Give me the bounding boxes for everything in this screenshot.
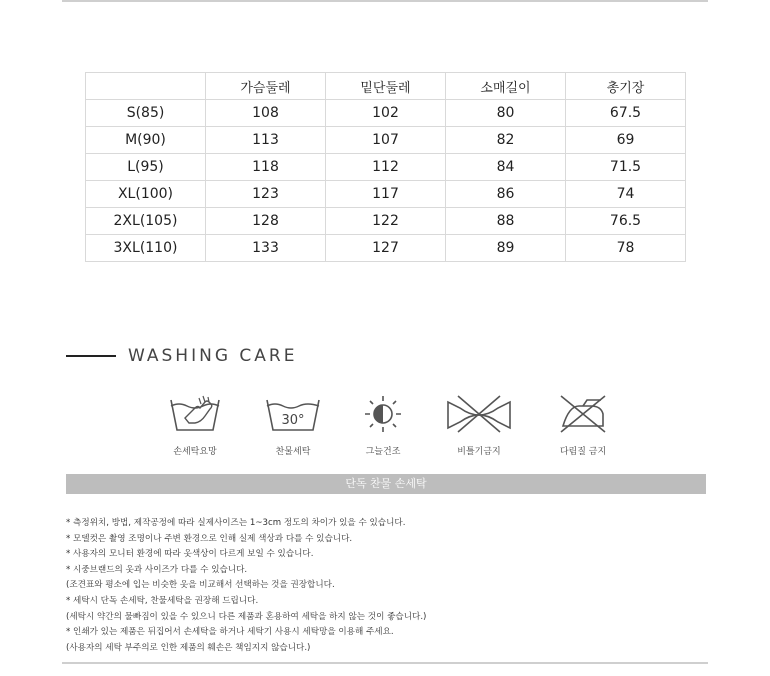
header-cell-hem: 밑단둘레 <box>326 73 446 100</box>
table-cell: 118 <box>206 154 326 181</box>
note-line: (조견표와 평소에 입는 비슷한 옷을 비교해서 선택하는 것을 권장합니다. <box>66 580 335 591</box>
no-iron-icon <box>553 392 613 436</box>
care-label: 비틀기금지 <box>457 447 501 457</box>
table-cell: S(85) <box>86 100 206 127</box>
header-cell-size <box>86 73 206 100</box>
table-row <box>86 100 686 127</box>
table-cell: M(90) <box>86 127 206 154</box>
table-cell: L(95) <box>86 154 206 181</box>
table-row <box>86 235 686 262</box>
table-cell: 3XL(110) <box>86 235 206 262</box>
care-item-hand-wash <box>150 392 240 457</box>
notes-list <box>66 516 706 656</box>
table-cell: 76.5 <box>566 208 686 235</box>
washing-care-title: WASHING CARE <box>128 346 298 366</box>
care-label: 손세탁요망 <box>173 447 217 457</box>
size-table <box>85 72 686 262</box>
table-cell: 102 <box>326 100 446 127</box>
bottom-divider <box>62 662 708 664</box>
washing-care-heading <box>66 344 297 368</box>
table-cell: 113 <box>206 127 326 154</box>
table-cell: 84 <box>446 154 566 181</box>
table-cell: 123 <box>206 181 326 208</box>
heading-rule <box>66 355 116 357</box>
table-cell: 128 <box>206 208 326 235</box>
care-item-no-iron <box>538 392 628 457</box>
table-cell: XL(100) <box>86 181 206 208</box>
table-row <box>86 181 686 208</box>
note-line: * 시중브랜드의 옷과 사이즈가 다를 수 있습니다. <box>66 564 248 575</box>
hand-wash-icon <box>165 392 225 436</box>
table-cell: 82 <box>446 127 566 154</box>
table-cell: 89 <box>446 235 566 262</box>
note-line: * 인쇄가 있는 제품은 뒤집어서 손세탁을 하거나 세탁기 사용시 세탁망을 이용해 주세요. <box>66 627 394 638</box>
table-cell: 74 <box>566 181 686 208</box>
care-item-cold-wash <box>248 392 338 457</box>
table-cell: 112 <box>326 154 446 181</box>
table-cell: 78 <box>566 235 686 262</box>
table-cell: 69 <box>566 127 686 154</box>
care-label: 다림질 금지 <box>559 447 607 457</box>
wash-30-icon <box>263 392 323 436</box>
care-item-shade-dry <box>338 392 428 457</box>
note-line: * 세탁시 단독 손세탁, 찬물세탁을 권장해 드립니다. <box>66 595 259 606</box>
care-label: 찬물세탁 <box>275 447 311 457</box>
header-cell-length: 총기장 <box>566 73 686 100</box>
header-cell-chest: 가슴둘레 <box>206 73 326 100</box>
table-cell: 80 <box>446 100 566 127</box>
table-cell: 107 <box>326 127 446 154</box>
top-divider <box>62 0 708 2</box>
table-cell: 117 <box>326 181 446 208</box>
table-cell: 88 <box>446 208 566 235</box>
table-cell: 86 <box>446 181 566 208</box>
table-cell: 122 <box>326 208 446 235</box>
table-cell: 127 <box>326 235 446 262</box>
shade-dry-icon <box>353 392 413 436</box>
care-icons <box>150 392 630 462</box>
note-line: * 사용자의 모니터 환경에 따라 옷색상이 다르게 보일 수 있습니다. <box>66 549 314 560</box>
table-cell: 71.5 <box>566 154 686 181</box>
wash-temp-text: 30° <box>281 413 305 428</box>
note-line: * 측정위치, 방법, 제작공정에 따라 실제사이즈는 1~3cm 정도의 차이가 있을 수 있습니다. <box>66 518 406 528</box>
care-item-no-wring <box>434 392 524 457</box>
note-line: (세탁시 약간의 물빠짐이 있을 수 있으니 다른 제품과 혼용하여 세탁을 하지 않는 것이 좋습니다.) <box>66 611 427 622</box>
header-cell-sleeve: 소매길이 <box>446 73 566 100</box>
table-cell: 108 <box>206 100 326 127</box>
no-wring-icon <box>444 392 514 436</box>
table-row <box>86 154 686 181</box>
table-cell: 67.5 <box>566 100 686 127</box>
table-row <box>86 127 686 154</box>
note-line: (사용자의 세탁 부주의로 인한 제품의 훼손은 책임지지 않습니다.) <box>66 642 311 653</box>
size-table-header-row <box>86 73 686 100</box>
note-line: * 모델컷은 촬영 조명이나 주변 환경으로 인해 실제 색상과 다를 수 있습니다. <box>66 533 353 544</box>
table-cell: 2XL(105) <box>86 208 206 235</box>
table-cell: 133 <box>206 235 326 262</box>
table-row <box>86 208 686 235</box>
care-label: 그늘건조 <box>365 447 401 457</box>
wash-instruction-bar: 단독 찬물 손세탁 <box>66 474 706 494</box>
